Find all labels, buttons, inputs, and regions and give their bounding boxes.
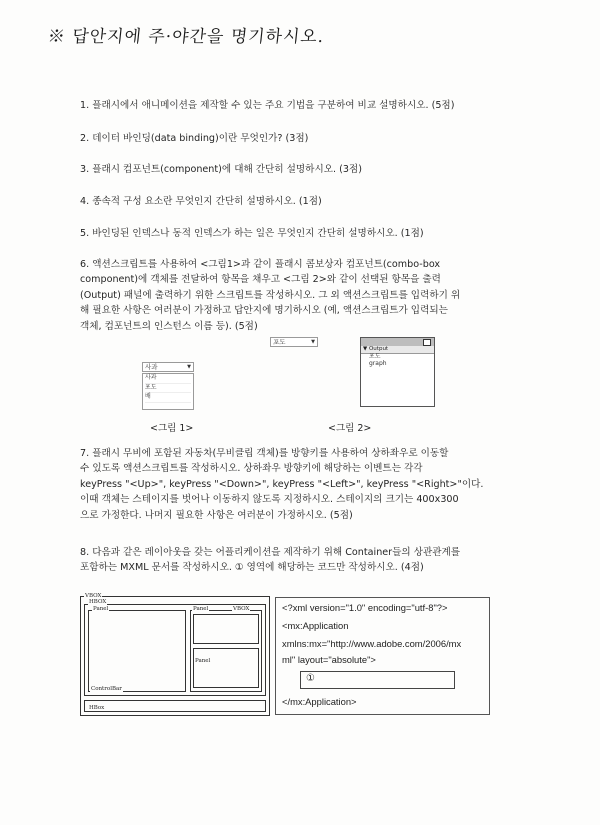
question-8-line: 8. 다음과 같은 레이아웃을 갖는 어플리케이션을 제작하기 위해 Container들의 상관관계를 bbox=[80, 547, 461, 558]
chevron-down-icon: ▼ bbox=[187, 364, 191, 370]
panel-b bbox=[193, 614, 259, 644]
code-line: <?xml version="1.0" encoding="utf-8"?> bbox=[282, 602, 448, 613]
output-panel bbox=[360, 337, 435, 407]
code-line: <mx:Application bbox=[282, 620, 349, 631]
output-text bbox=[369, 353, 387, 367]
question-6-line: 객체, 컴포넌트의 인스턴스 이름 등). (5점) bbox=[80, 320, 258, 332]
figure-2-caption: <그림 2> bbox=[328, 423, 372, 434]
question-7-line: keyPress "<Up>", keyPress "<Down>", keyPress "<Left>", keyPress "<Right>"이다. bbox=[80, 478, 484, 490]
question-8 bbox=[80, 545, 540, 576]
blank-marker: ① bbox=[306, 673, 315, 684]
code-line: </mx:Application> bbox=[282, 696, 357, 707]
panel-a bbox=[88, 610, 186, 692]
figure-1-caption: <그림 1> bbox=[150, 423, 194, 434]
output-line: 포도 bbox=[369, 353, 381, 360]
list-item[interactable]: 포도 bbox=[145, 384, 191, 394]
question-6-line: (Output) 패널에 출력하기 위한 스크립트를 작성하시오. 그 외 액션스크립트를 입력하기 위 bbox=[80, 289, 461, 301]
question-6-line: component)에 객체를 전달하여 항목을 채우고 <그림 2>와 같이 선택된 항목을 출력 bbox=[80, 274, 441, 286]
panel-a-label: Panel bbox=[93, 606, 109, 612]
list-item[interactable]: 사과 bbox=[145, 374, 191, 384]
close-icon[interactable] bbox=[423, 339, 431, 346]
output-tab[interactable]: ▼ Output bbox=[361, 346, 434, 354]
question-6-line: 해 필요한 사항은 여러분이 가정하고 답안지에 명기하시오 (예, 액션스크립트가 입력되는 bbox=[80, 305, 448, 317]
combo-selected-value: 사과 bbox=[145, 363, 158, 371]
output-line: graph bbox=[369, 360, 387, 367]
code-line: xmlns:mx="http://www.adobe.com/2006/mx bbox=[282, 638, 462, 649]
question-7-line: 으로 가정한다. 나머지 필요한 사항은 여러분이 가정하시오. (5점) bbox=[80, 509, 353, 521]
hbox-label: HBOX bbox=[89, 599, 107, 605]
code-line: ml" layout="absolute"> bbox=[282, 654, 376, 665]
combo-dropdown-list bbox=[142, 373, 194, 410]
figure-1 bbox=[142, 362, 194, 410]
question-3: 3. 플래시 컴포넌트(component)에 대해 간단히 설명하시오. (3점) bbox=[80, 164, 362, 175]
combo-box-2[interactable] bbox=[270, 337, 318, 347]
code-box bbox=[275, 597, 490, 715]
question-2: 2. 데이터 바인딩(data binding)이란 무엇인가? (3점) bbox=[80, 133, 309, 144]
panel-b-label: Panel bbox=[193, 606, 209, 612]
question-4: 4. 종속적 구성 요소란 무엇인지 간단히 설명하시오. (1점) bbox=[80, 196, 322, 207]
controlbar-label: ControlBar bbox=[91, 686, 122, 692]
combo-box[interactable] bbox=[142, 362, 194, 372]
question-7 bbox=[80, 446, 540, 523]
question-1: 1. 플래시에서 애니메이션을 제작할 수 있는 주요 기법을 구분하여 비교 설명하시오. (5점) bbox=[80, 100, 455, 111]
vbox-inner-label: VBOX bbox=[233, 606, 250, 612]
question-7-line: 7. 플래시 무비에 포함된 자동차(무비클립 객체)를 방향키를 사용하여 상하좌우로 이동할 bbox=[80, 448, 449, 459]
panel-c-label: Panel bbox=[195, 658, 211, 664]
combo-selected-value: 포도 bbox=[273, 338, 286, 346]
question-6-line: 6. 액션스크립트를 사용하여 <그림1>과 같이 플래시 콤보상자 컴포넌트(combo-box bbox=[80, 259, 441, 270]
question-7-line: 이때 객체는 스테이지를 벗어나 이동하지 않도록 지정하시오. 스테이지의 크기는 400x300 bbox=[80, 494, 459, 506]
panel-c bbox=[193, 648, 259, 688]
question-5: 5. 바인딩된 인덱스나 동적 인덱스가 하는 일은 무엇인지 간단히 설명하시오. (1점) bbox=[80, 228, 424, 239]
chevron-down-icon: ▼ bbox=[311, 339, 315, 345]
question-6 bbox=[80, 257, 535, 334]
question-7-line: 수 있도록 액션스크립트를 작성하시오. 상하좌우 방향키에 해당하는 이벤트는 각각 bbox=[80, 463, 423, 475]
list-item[interactable]: 배 bbox=[145, 393, 191, 403]
hbox-bottom-label: HBox bbox=[89, 705, 105, 711]
layout-diagram bbox=[80, 593, 270, 716]
hbox-bottom bbox=[84, 700, 266, 712]
vbox-outer-label: VBOX bbox=[85, 593, 102, 599]
handwritten-note: ※ 답안지에 주·야간을 명기하시오. bbox=[46, 27, 326, 47]
question-8-line: 포함하는 MXML 문서를 작성하시오. ① 영역에 해당하는 코드만 작성하시오. (4점) bbox=[80, 562, 424, 574]
answer-blank bbox=[300, 671, 455, 689]
